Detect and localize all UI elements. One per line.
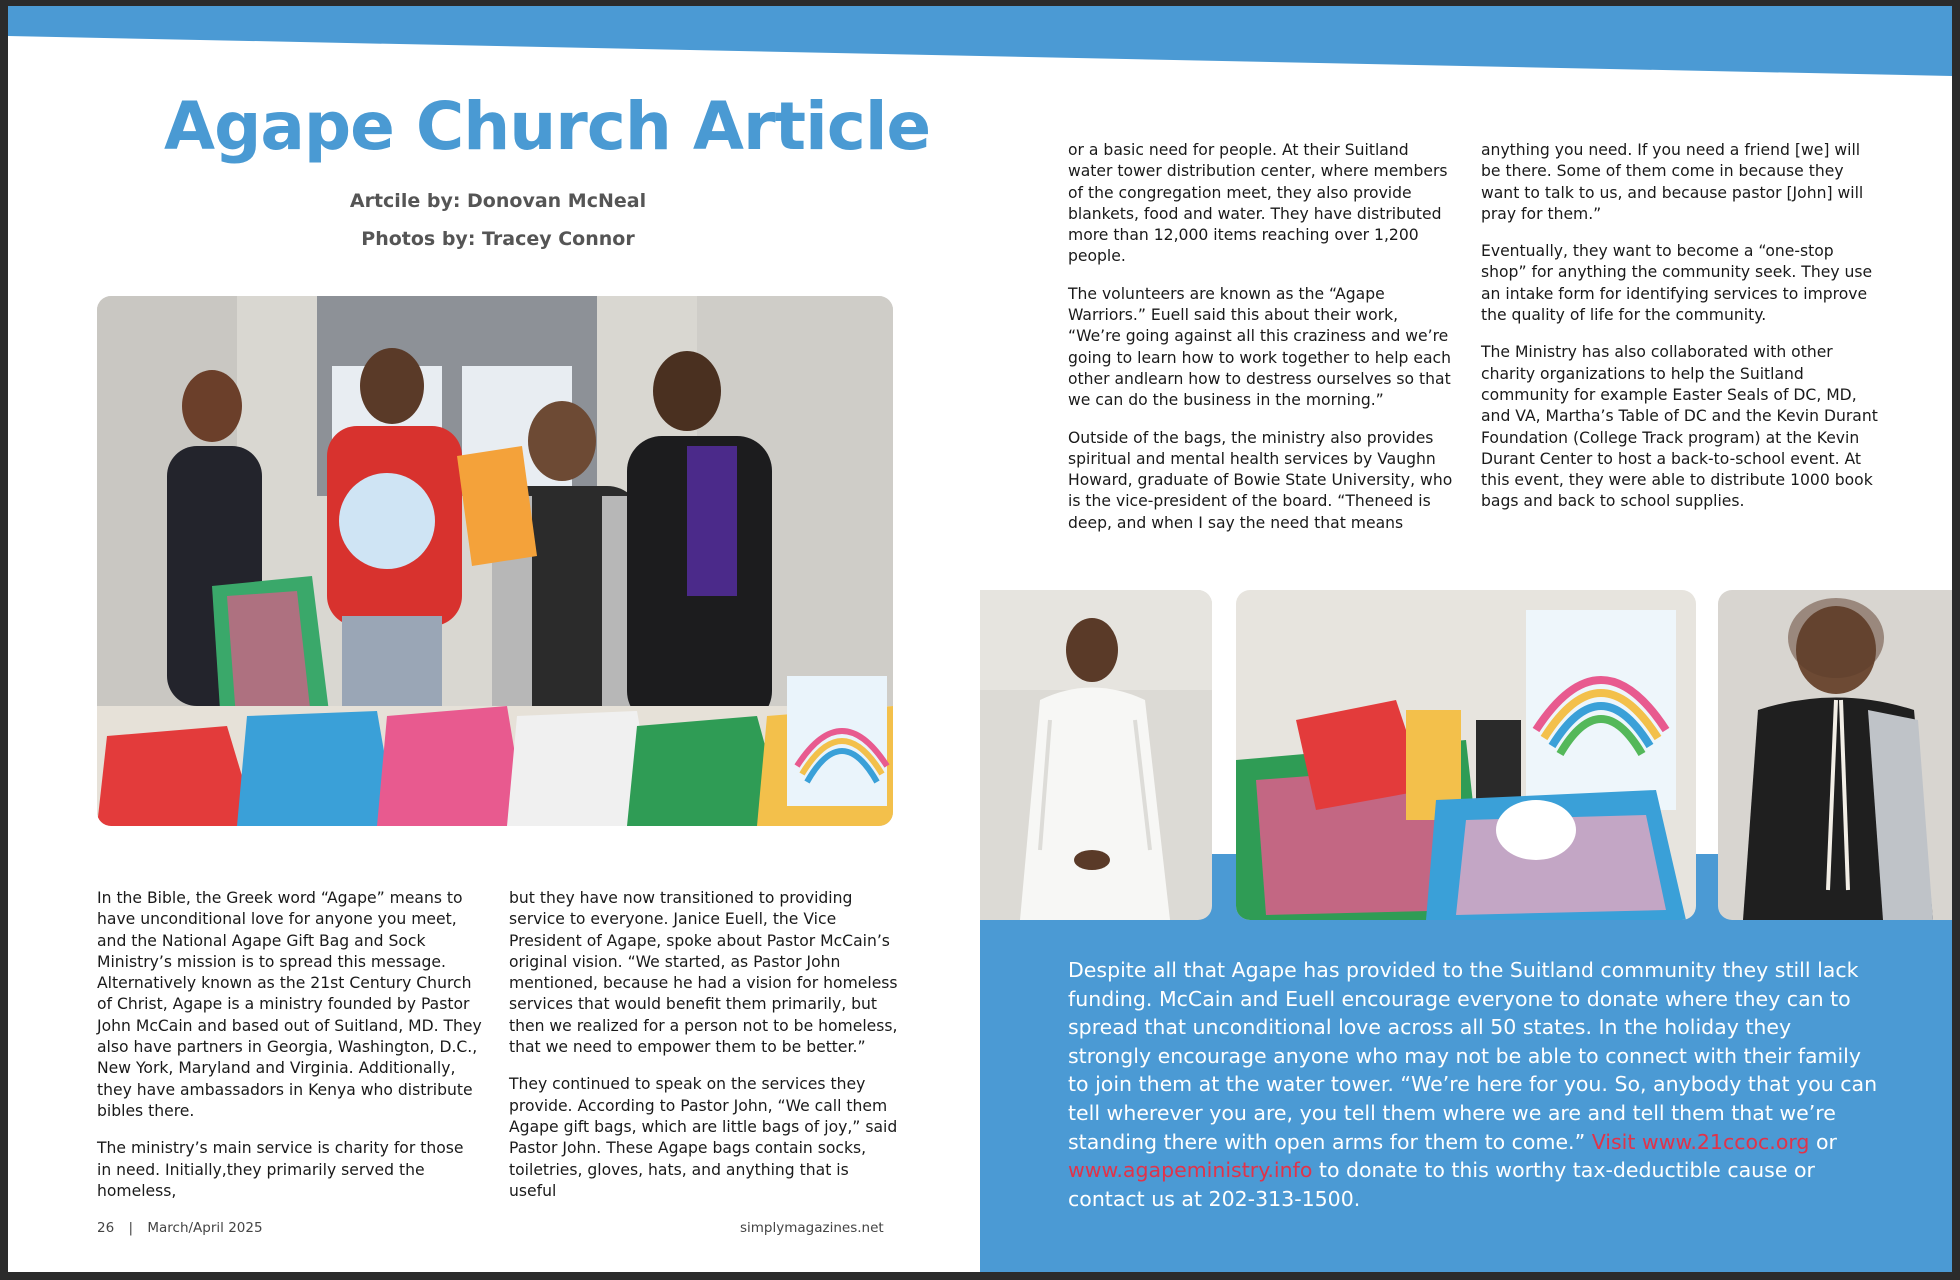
body-column-4 [1481, 140, 1881, 529]
paragraph: The Ministry has also collaborated with other charity organizations to help the Suitland community for example Easter Seals of DC, MD, and VA, Martha’s Table of DC and the Kevin Durant Foundation (College Track program) at the Kevin Durant Center to host a back-to-school event. At this event, they were able to distribute 1000 book bags and back to school supplies. [1481, 343, 1878, 511]
page-footer-left [97, 1220, 263, 1236]
pastor-photo [980, 590, 1212, 920]
paragraph: but they have now transitioned to providing service to everyone. Janice Euell, the Vice President of Agape, spoke about Pastor McCain’s original vision. “We started, as Pastor John mentioned, because he had a vision for homeless services that would benefit them primarily, but then we realized for a person not to be homeless, that we need to empower them to be better.” [509, 889, 898, 1057]
callout-closing: to donate to this worthy tax-deductible cause or contact us at 202-313-1500. [1068, 1158, 1815, 1211]
callout-or: or [1815, 1129, 1837, 1154]
issue-date: March/April 2025 [147, 1220, 263, 1236]
body-column-1 [97, 888, 482, 1218]
photo-credit: Photos by: Tracey Connor [361, 228, 635, 250]
magazine-spread [8, 6, 1952, 1272]
paragraph: Outside of the bags, the ministry also provides spiritual and mental health services by Vaughn Howard, graduate of Bowie State University, who is the vice-president of the board. “Theneed is deep, and when I say the need that means [1068, 428, 1453, 532]
body-column-3 [1068, 140, 1453, 550]
paragraph: The ministry’s main service is charity for those in need. Initially,they primarily served the homeless, [97, 1139, 464, 1200]
ministry-website-link[interactable]: www.agapeministry.info [1068, 1158, 1313, 1183]
paragraph: anything you need. If you need a friend [we] will be there. Some of them come in because they want to talk to us, and because pastor [John] will pray for them.” [1481, 141, 1864, 223]
paragraph: They continued to speak on the services they provide. According to Pastor John, “We call them Agape gift bags, which are little bags of joy,” said Pastor John. These Agape bags contain socks, toiletries, gloves, hats, and anything that is useful [509, 1075, 898, 1200]
article-byline: Artcile by: Donovan McNeal [349, 190, 647, 212]
page-number: 26 [97, 1220, 115, 1236]
group-photo [97, 296, 893, 826]
article-title: Agape Church Article [164, 88, 931, 165]
callout-text: Despite all that Agape has provided to the Suitland community they still lack funding. McCain and Euell encourage everyone to donate where they can to spread that unconditional love across all 50 states. In the holiday they strongly encourage anyone who may not be able to connect with their family to join them at the water tower. “We’re here for you. So, anybody that you can tell wherever you are, you tell them where we are and tell them that we’re standing there with open arms for them to come.” [1068, 958, 1878, 1154]
top-blue-band [8, 6, 1952, 96]
vice-president-photo [1718, 590, 1952, 920]
paragraph: or a basic need for people. At their Suitland water tower distribution center, where members of the congregation meet, they also provide blankets, food and water. They have distributed more than 12,000 items reaching over 1,200 people. [1068, 141, 1448, 266]
paragraph: Eventually, they want to become a “one-stop shop” for anything the community seek. They use an intake form for identifying services to improve the quality of life for the community. [1481, 242, 1873, 325]
gift-bag-photo [1236, 590, 1696, 920]
donation-callout [1068, 956, 1878, 1213]
paragraph: The volunteers are known as the “Agape Warriors.” Euell said this about their work, “We’re going against all this craziness and we’re going to learn how to work together to help each other andlearn how to destress ourselves so that we can do the business in the morning.” [1068, 284, 1452, 410]
church-website-link[interactable]: Visit www.21ccoc.org [1591, 1129, 1810, 1154]
footer-separator: | [128, 1220, 134, 1236]
footer-website[interactable]: simplymagazines.net [740, 1220, 884, 1236]
body-column-2 [509, 888, 899, 1218]
paragraph: In the Bible, the Greek word “Agape” means to have unconditional love for anyone you meet, and the National Agape Gift Bag and Sock Ministry’s mission is to spread this message. Alternatively known as the 21st Century Church of Christ, Agape is a ministry founded by Pastor John McCain and based out of Suitland, MD. They also have partners in Georgia, Washington, D.C., New York, Maryland and Virginia. Additionally, they have ambassadors in Kenya who distribute bibles there. [97, 889, 482, 1120]
